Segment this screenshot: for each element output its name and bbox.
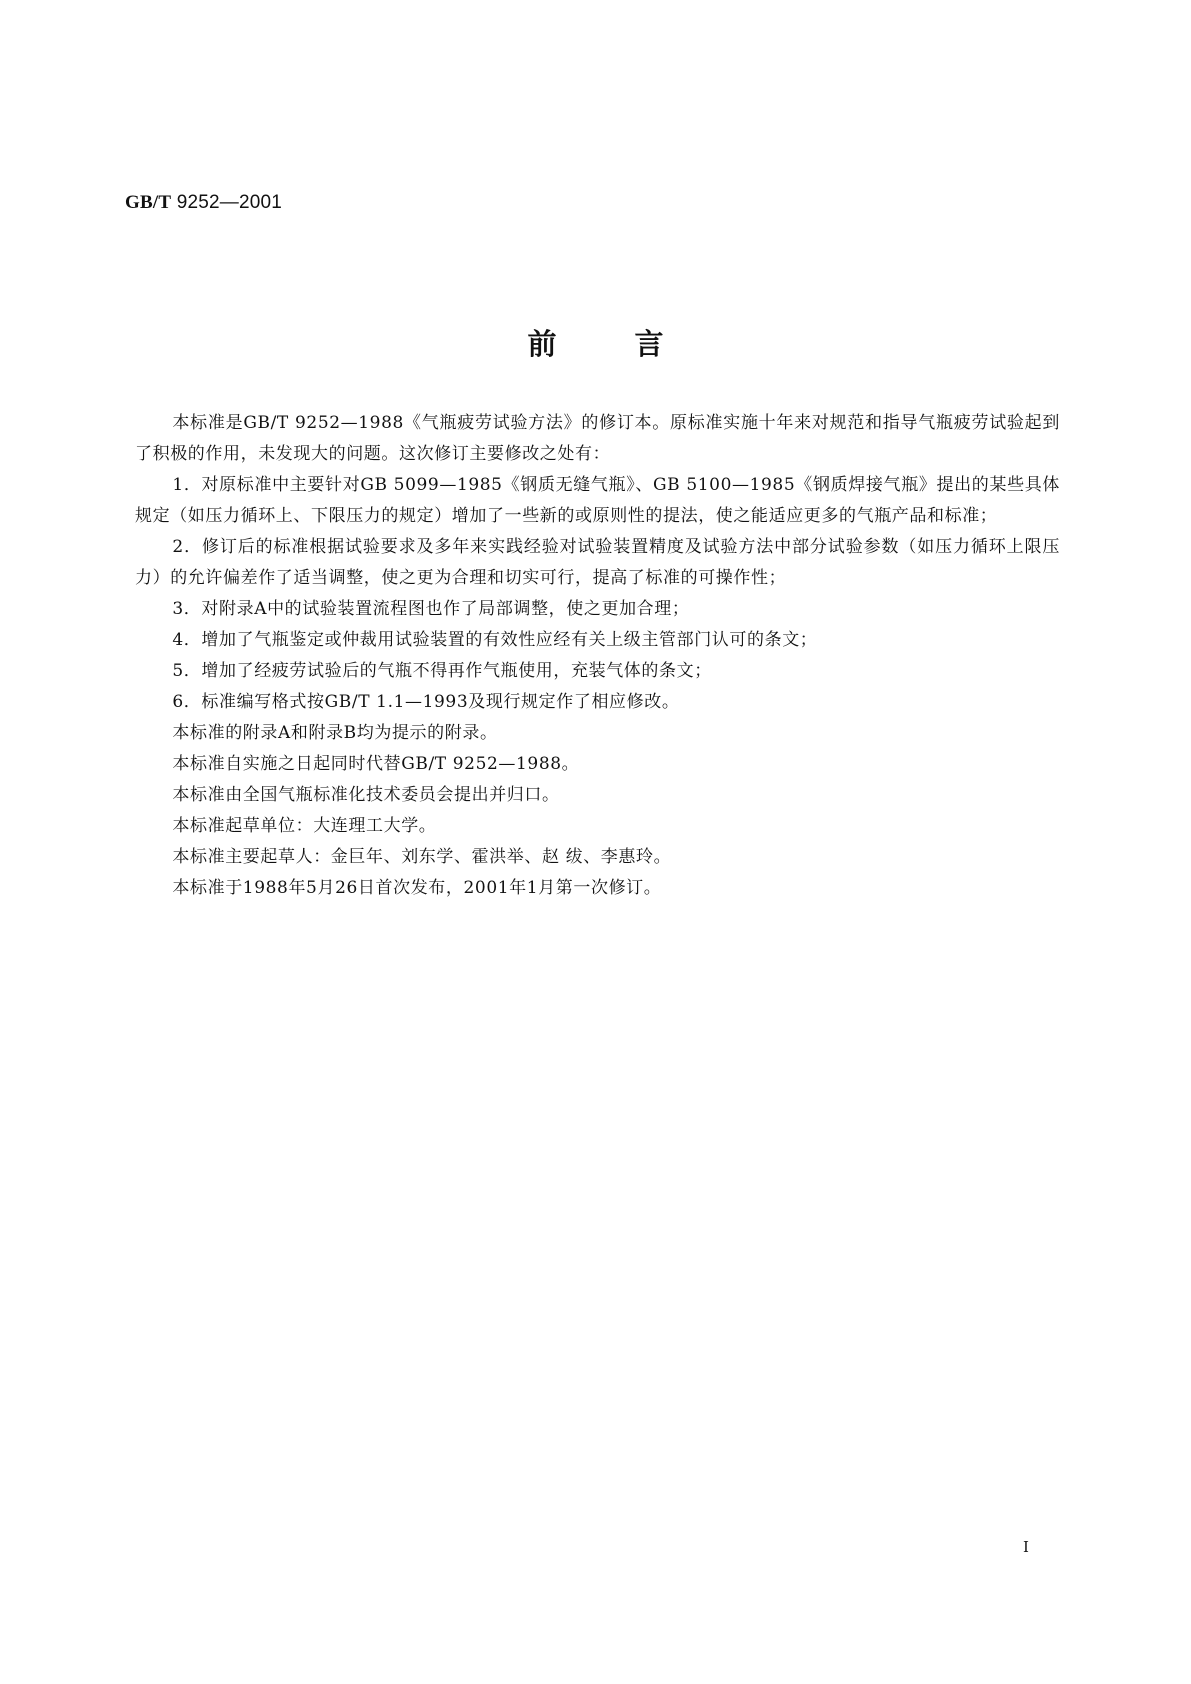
paragraph-item-4: 4．增加了气瓶鉴定或仲裁用试验装置的有效性应经有关上级主管部门认可的条文； [172, 630, 818, 650]
standard-prefix: GB/T [125, 192, 172, 213]
paragraph-history: 本标准于1988年5月26日首次发布，2001年1月第一次修订。 [172, 878, 662, 898]
standard-number: 9252—2001 [176, 192, 283, 213]
standard-code [125, 192, 282, 214]
paragraph-item-5: 5．增加了经疲劳试验后的气瓶不得再作气瓶使用，充装气体的条文； [172, 661, 712, 681]
foreword-body [135, 408, 1060, 904]
paragraph-item-2: 2．修订后的标准根据试验要求及多年来实践经验对试验装置精度及试验方法中部分试验参数（如压力循环上限压力）的允许偏差作了适当调整，使之更为合理和切实可行，提高了标准的可操作性； [135, 537, 1060, 588]
paragraph-item-6: 6．标准编写格式按GB/T 1.1—1993及现行规定作了相应修改。 [172, 692, 680, 712]
paragraph-item-1: 1．对原标准中主要针对GB 5099—1985《钢质无缝气瓶》、GB 5100—1985《钢质焊接气瓶》提出的某些具体规定（如压力循环上、下限压力的规定）增加了一些新的或原则性的提法，使之能适应更多的气瓶产品和标准； [135, 475, 1060, 526]
paragraph-drafting-unit: 本标准起草单位：大连理工大学。 [172, 816, 437, 836]
paragraph-committee-note: 本标准由全国气瓶标准化技术委员会提出并归口。 [172, 785, 560, 805]
paragraph-item-3: 3．对附录A中的试验装置流程图也作了局部调整，使之更加合理； [172, 599, 690, 619]
page-title: 前言 [527, 327, 742, 361]
paragraph-replacement-note: 本标准自实施之日起同时代替GB/T 9252—1988。 [172, 754, 580, 774]
paragraph-intro: 本标准是GB/T 9252—1988《气瓶疲劳试验方法》的修订本。原标准实施十年来对规范和指导气瓶疲劳试验起到了积极的作用，未发现大的问题。这次修订主要修改之处有： [135, 413, 1060, 464]
page-number: I [1023, 1538, 1029, 1556]
paragraph-drafters: 本标准主要起草人：金巨年、刘东学、霍洪举、赵 绂、李惠玲。 [172, 847, 672, 867]
paragraph-appendix-note: 本标准的附录A和附录B均为提示的附录。 [172, 723, 498, 743]
